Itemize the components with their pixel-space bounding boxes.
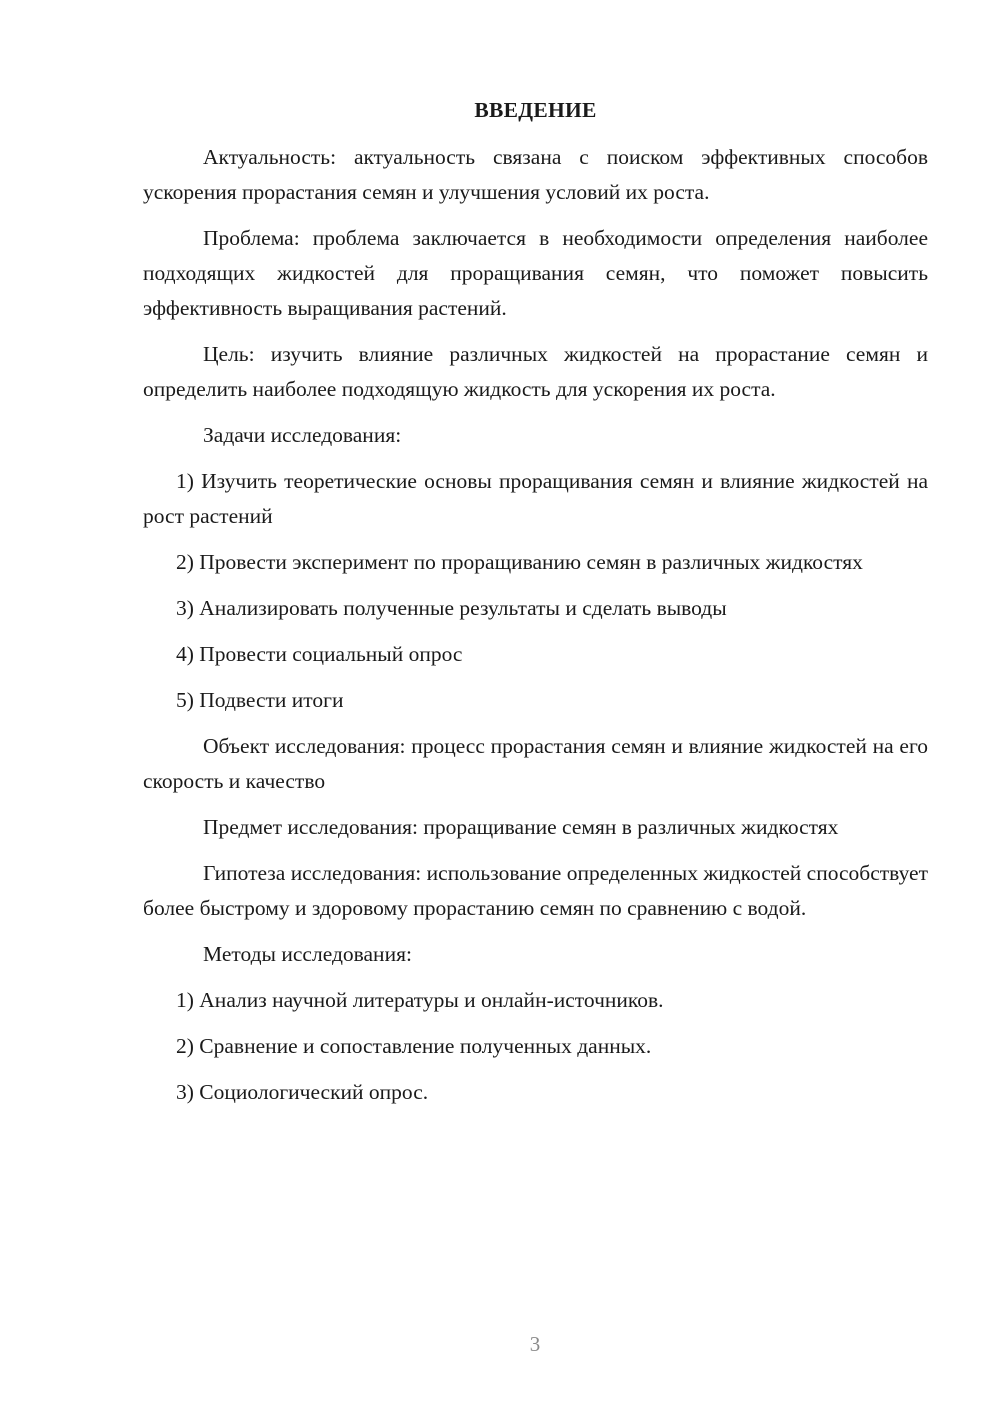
task-item: 5) Подвести итоги	[176, 688, 344, 712]
goal-paragraph: Цель: изучить влияние различных жидкостей на прорастание семян и определить наиболее подходящую жидкость для ускорения их роста.	[143, 342, 928, 401]
page-number: 3	[529, 1332, 541, 1356]
hypothesis-paragraph: Гипотеза исследования: использование определенных жидкостей способствует более быстрому и здоровому прорастанию семян по сравнению с водой.	[143, 861, 928, 920]
section-heading: ВВЕДЕНИЕ	[474, 98, 597, 122]
methods-title: Методы исследования:	[203, 942, 412, 966]
task-item: 2) Провести эксперимент по проращиванию семян в различных жидкостях	[176, 550, 863, 574]
task-item: 3) Анализировать полученные результаты и сделать выводы	[176, 596, 727, 620]
task-item: 1) Изучить теоретические основы проращивания семян и влияние жидкостей на рост растений	[143, 469, 928, 528]
problem-paragraph: Проблема: проблема заключается в необходимости определения наиболее подходящих жидкостей для проращивания семян, что поможет повысить эффективность выращивания растений.	[143, 226, 928, 320]
method-item: 2) Сравнение и сопоставление полученных данных.	[176, 1034, 652, 1058]
relevance-paragraph: Актуальность: актуальность связана с поиском эффективных способов ускорения прорастания семян и улучшения условий их роста.	[143, 145, 928, 204]
page-content	[143, 93, 928, 1121]
object-paragraph: Объект исследования: процесс прорастания семян и влияние жидкостей на его скорость и качество	[143, 734, 928, 793]
tasks-title: Задачи исследования:	[203, 423, 402, 447]
task-item: 4) Провести социальный опрос	[176, 642, 463, 666]
method-item: 3) Социологический опрос.	[176, 1080, 429, 1104]
subject-paragraph: Предмет исследования: проращивание семян в различных жидкостях	[203, 815, 839, 839]
method-item: 1) Анализ научной литературы и онлайн-источников.	[176, 988, 664, 1012]
